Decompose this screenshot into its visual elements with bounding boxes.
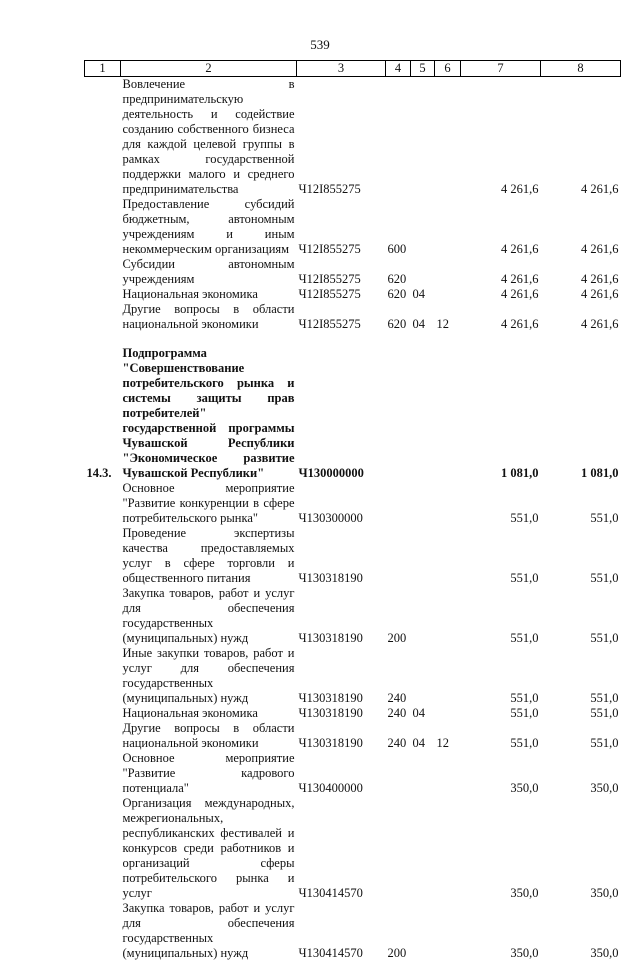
amount-2: 4 261,6 — [541, 77, 621, 198]
row-number — [85, 901, 121, 961]
target-code: Ч12I855275 — [297, 287, 386, 302]
table-row — [85, 526, 621, 586]
amount-1: 4 261,6 — [461, 77, 541, 198]
row-name: Закупка товаров, работ и услуг для обеспечения государственных (муниципальных) нужд — [121, 901, 297, 961]
expense-type: 600 — [386, 197, 411, 257]
table-row — [85, 706, 621, 721]
section — [411, 586, 435, 646]
row-number — [85, 287, 121, 302]
amount-2: 350,0 — [541, 796, 621, 901]
row-number — [85, 302, 121, 332]
table-row — [85, 796, 621, 901]
subsection — [435, 481, 461, 526]
row-number — [85, 751, 121, 796]
subsection — [435, 77, 461, 198]
amount-1: 551,0 — [461, 526, 541, 586]
amount-2: 350,0 — [541, 901, 621, 961]
row-name: Иные закупки товаров, работ и услуг для обеспечения государственных (муниципальных) нужд — [121, 646, 297, 706]
expense-type — [386, 751, 411, 796]
amount-1: 350,0 — [461, 751, 541, 796]
subsection — [435, 706, 461, 721]
page-number: 539 — [0, 37, 640, 53]
target-code: Ч130400000 — [297, 751, 386, 796]
subsection — [435, 646, 461, 706]
target-code: Ч12I855275 — [297, 77, 386, 198]
row-name: Основное мероприятие "Развитие конкуренции в сфере потребительского рынка" — [121, 481, 297, 526]
amount-1: 350,0 — [461, 796, 541, 901]
expense-type — [386, 481, 411, 526]
row-name: Основное мероприятие "Развитие кадрового потенциала" — [121, 751, 297, 796]
table-row — [85, 287, 621, 302]
column-header: 3 — [297, 61, 386, 77]
target-code: Ч130318190 — [297, 586, 386, 646]
subsection — [435, 796, 461, 901]
target-code: Ч130318190 — [297, 706, 386, 721]
subsection — [435, 526, 461, 586]
amount-1: 551,0 — [461, 706, 541, 721]
subsection: 12 — [435, 302, 461, 332]
expense-type: 620 — [386, 257, 411, 287]
section — [411, 646, 435, 706]
table-row — [85, 346, 621, 481]
section: 04 — [411, 287, 435, 302]
amount-2: 350,0 — [541, 751, 621, 796]
subsection — [435, 287, 461, 302]
table-row — [85, 197, 621, 257]
expense-type: 200 — [386, 901, 411, 961]
spacer-row — [85, 332, 621, 346]
row-name: Подпрограмма "Совершенствование потребительского рынка и системы защиты прав потребителей" государственной программы Чувашской Республики "Экономическое развитие Чувашской Республики" — [121, 346, 297, 481]
row-name: Предоставление субсидий бюджетным, автономным учреждениям и иным некоммерческим организациям — [121, 197, 297, 257]
column-header: 6 — [435, 61, 461, 77]
section: 04 — [411, 706, 435, 721]
amount-2: 551,0 — [541, 526, 621, 586]
amount-2: 551,0 — [541, 586, 621, 646]
section — [411, 751, 435, 796]
amount-1: 4 261,6 — [461, 302, 541, 332]
row-name: Вовлечение в предпринимательскую деятельность и содействие созданию собственного бизнеса для каждой целевой группы в рамках государственной поддержки малого и среднего предпринимательства — [121, 77, 297, 198]
expense-type — [386, 796, 411, 901]
expense-type — [386, 77, 411, 198]
row-number — [85, 721, 121, 751]
subsection — [435, 586, 461, 646]
subsection — [435, 197, 461, 257]
row-number — [85, 257, 121, 287]
table-row — [85, 302, 621, 332]
section — [411, 796, 435, 901]
section: 04 — [411, 721, 435, 751]
row-name: Национальная экономика — [121, 287, 297, 302]
table-row — [85, 481, 621, 526]
section — [411, 257, 435, 287]
expense-type — [386, 346, 411, 481]
expense-type: 240 — [386, 646, 411, 706]
table-row — [85, 646, 621, 706]
target-code: Ч130000000 — [297, 346, 386, 481]
amount-2: 4 261,6 — [541, 257, 621, 287]
amount-1: 551,0 — [461, 721, 541, 751]
row-number — [85, 197, 121, 257]
amount-2: 551,0 — [541, 646, 621, 706]
subsection — [435, 751, 461, 796]
subsection — [435, 901, 461, 961]
amount-1: 551,0 — [461, 586, 541, 646]
expense-type: 620 — [386, 302, 411, 332]
expense-type: 620 — [386, 287, 411, 302]
target-code: Ч130300000 — [297, 481, 386, 526]
section — [411, 346, 435, 481]
table-row — [85, 901, 621, 961]
column-header: 8 — [541, 61, 621, 77]
section — [411, 526, 435, 586]
subsection: 12 — [435, 721, 461, 751]
target-code: Ч12I855275 — [297, 302, 386, 332]
row-name: Организация международных, межрегиональных, республиканских фестивалей и конкурсов среди работников и организаций сферы потребительского рынка и услуг — [121, 796, 297, 901]
row-number — [85, 646, 121, 706]
column-header: 1 — [85, 61, 121, 77]
target-code: Ч12I855275 — [297, 197, 386, 257]
amount-2: 4 261,6 — [541, 302, 621, 332]
row-number — [85, 586, 121, 646]
budget-table — [84, 60, 621, 961]
section — [411, 77, 435, 198]
row-number — [85, 481, 121, 526]
row-number — [85, 706, 121, 721]
row-number — [85, 77, 121, 198]
amount-2: 551,0 — [541, 481, 621, 526]
row-name: Проведение экспертизы качества предоставляемых услуг в сфере торговли и общественного питания — [121, 526, 297, 586]
table-row — [85, 751, 621, 796]
target-code: Ч130318190 — [297, 721, 386, 751]
subsection — [435, 346, 461, 481]
expense-type — [386, 526, 411, 586]
row-number: 14.3. — [85, 346, 121, 481]
column-header: 7 — [461, 61, 541, 77]
expense-type: 240 — [386, 721, 411, 751]
subsection — [435, 257, 461, 287]
section — [411, 901, 435, 961]
row-name: Другие вопросы в области национальной экономики — [121, 302, 297, 332]
amount-1: 551,0 — [461, 646, 541, 706]
table-row — [85, 257, 621, 287]
row-name: Закупка товаров, работ и услуг для обеспечения государственных (муниципальных) нужд — [121, 586, 297, 646]
target-code: Ч130318190 — [297, 526, 386, 586]
section — [411, 481, 435, 526]
amount-1: 1 081,0 — [461, 346, 541, 481]
amount-2: 551,0 — [541, 706, 621, 721]
column-header: 5 — [411, 61, 435, 77]
target-code: Ч130414570 — [297, 796, 386, 901]
amount-2: 4 261,6 — [541, 197, 621, 257]
header-row — [85, 61, 621, 77]
amount-1: 551,0 — [461, 481, 541, 526]
amount-1: 4 261,6 — [461, 197, 541, 257]
column-header: 4 — [386, 61, 411, 77]
section: 04 — [411, 302, 435, 332]
amount-1: 4 261,6 — [461, 287, 541, 302]
target-code: Ч130414570 — [297, 901, 386, 961]
amount-2: 4 261,6 — [541, 287, 621, 302]
column-header: 2 — [121, 61, 297, 77]
table-row — [85, 586, 621, 646]
expense-type: 200 — [386, 586, 411, 646]
row-name: Субсидии автономным учреждениям — [121, 257, 297, 287]
row-name: Национальная экономика — [121, 706, 297, 721]
row-number — [85, 526, 121, 586]
table-body — [85, 77, 621, 961]
spacer-cell — [85, 332, 621, 346]
target-code: Ч12I855275 — [297, 257, 386, 287]
row-name: Другие вопросы в области национальной экономики — [121, 721, 297, 751]
table-row — [85, 721, 621, 751]
amount-2: 1 081,0 — [541, 346, 621, 481]
amount-1: 350,0 — [461, 901, 541, 961]
amount-2: 551,0 — [541, 721, 621, 751]
amount-1: 4 261,6 — [461, 257, 541, 287]
section — [411, 197, 435, 257]
target-code: Ч130318190 — [297, 646, 386, 706]
expense-type: 240 — [386, 706, 411, 721]
row-number — [85, 796, 121, 901]
table-row — [85, 77, 621, 198]
